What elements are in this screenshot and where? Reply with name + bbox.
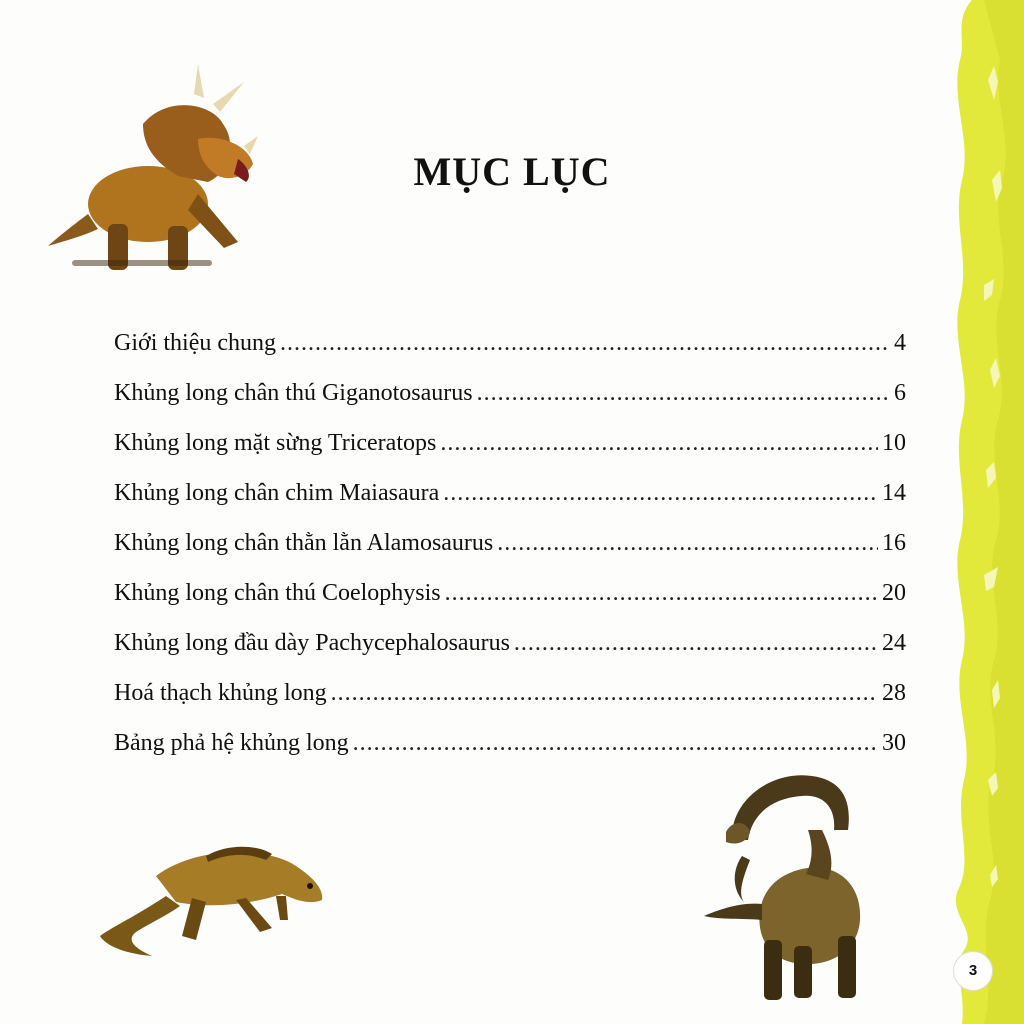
toc-leader-dots [497, 530, 878, 557]
toc-leader-dots [353, 730, 878, 757]
toc-entry-page: 24 [882, 630, 906, 656]
toc-entry[interactable] [114, 680, 906, 730]
toc-leader-dots [477, 380, 890, 407]
toc-entry-page: 30 [882, 730, 906, 756]
toc-entry[interactable] [114, 330, 906, 380]
toc-entry-page: 28 [882, 680, 906, 706]
toc-entry-title: Khủng long đầu dày Pachycephalosaurus [114, 630, 510, 656]
toc-entry-page: 14 [882, 480, 906, 506]
toc-entry-title: Khủng long chân chim Maiasaura [114, 480, 440, 506]
toc-entry-title: Khủng long mặt sừng Triceratops [114, 430, 437, 456]
toc-leader-dots [280, 330, 890, 357]
toc-leader-dots [443, 480, 878, 507]
toc-entry-page: 20 [882, 580, 906, 606]
toc-leader-dots [445, 580, 878, 607]
toc-leader-dots [514, 630, 878, 657]
toc-entry-page: 16 [882, 530, 906, 556]
toc-entry[interactable] [114, 380, 906, 430]
toc-entry-title: Hoá thạch khủng long [114, 680, 327, 706]
page-title: MỤC LỤC [413, 149, 611, 194]
toc-entry[interactable] [114, 430, 906, 480]
toc-entry-page: 10 [882, 430, 906, 456]
table-of-contents [114, 330, 906, 780]
toc-leader-dots [440, 430, 878, 457]
toc-entry[interactable] [114, 730, 906, 780]
toc-entry[interactable] [114, 580, 906, 630]
toc-entry-title: Khủng long chân thằn lằn Alamosaurus [114, 530, 494, 556]
raptor-illustration [96, 836, 328, 960]
toc-leader-dots [331, 680, 878, 707]
toc-entry[interactable] [114, 530, 906, 580]
toc-entry-title: Bảng phả hệ khủng long [114, 730, 349, 756]
toc-entry[interactable] [114, 480, 906, 530]
toc-entry-title: Khủng long chân thú Giganotosaurus [114, 380, 473, 406]
toc-entry-title: Khủng long chân thú Coelophysis [114, 580, 441, 606]
toc-entry[interactable] [114, 630, 906, 680]
toc-entry-page: 6 [894, 380, 906, 406]
toc-entry-page: 4 [894, 330, 906, 356]
page-number-badge: 3 [953, 951, 993, 991]
toc-entry-title: Giới thiệu chung [114, 330, 276, 356]
sauropod-illustration [702, 770, 872, 1006]
